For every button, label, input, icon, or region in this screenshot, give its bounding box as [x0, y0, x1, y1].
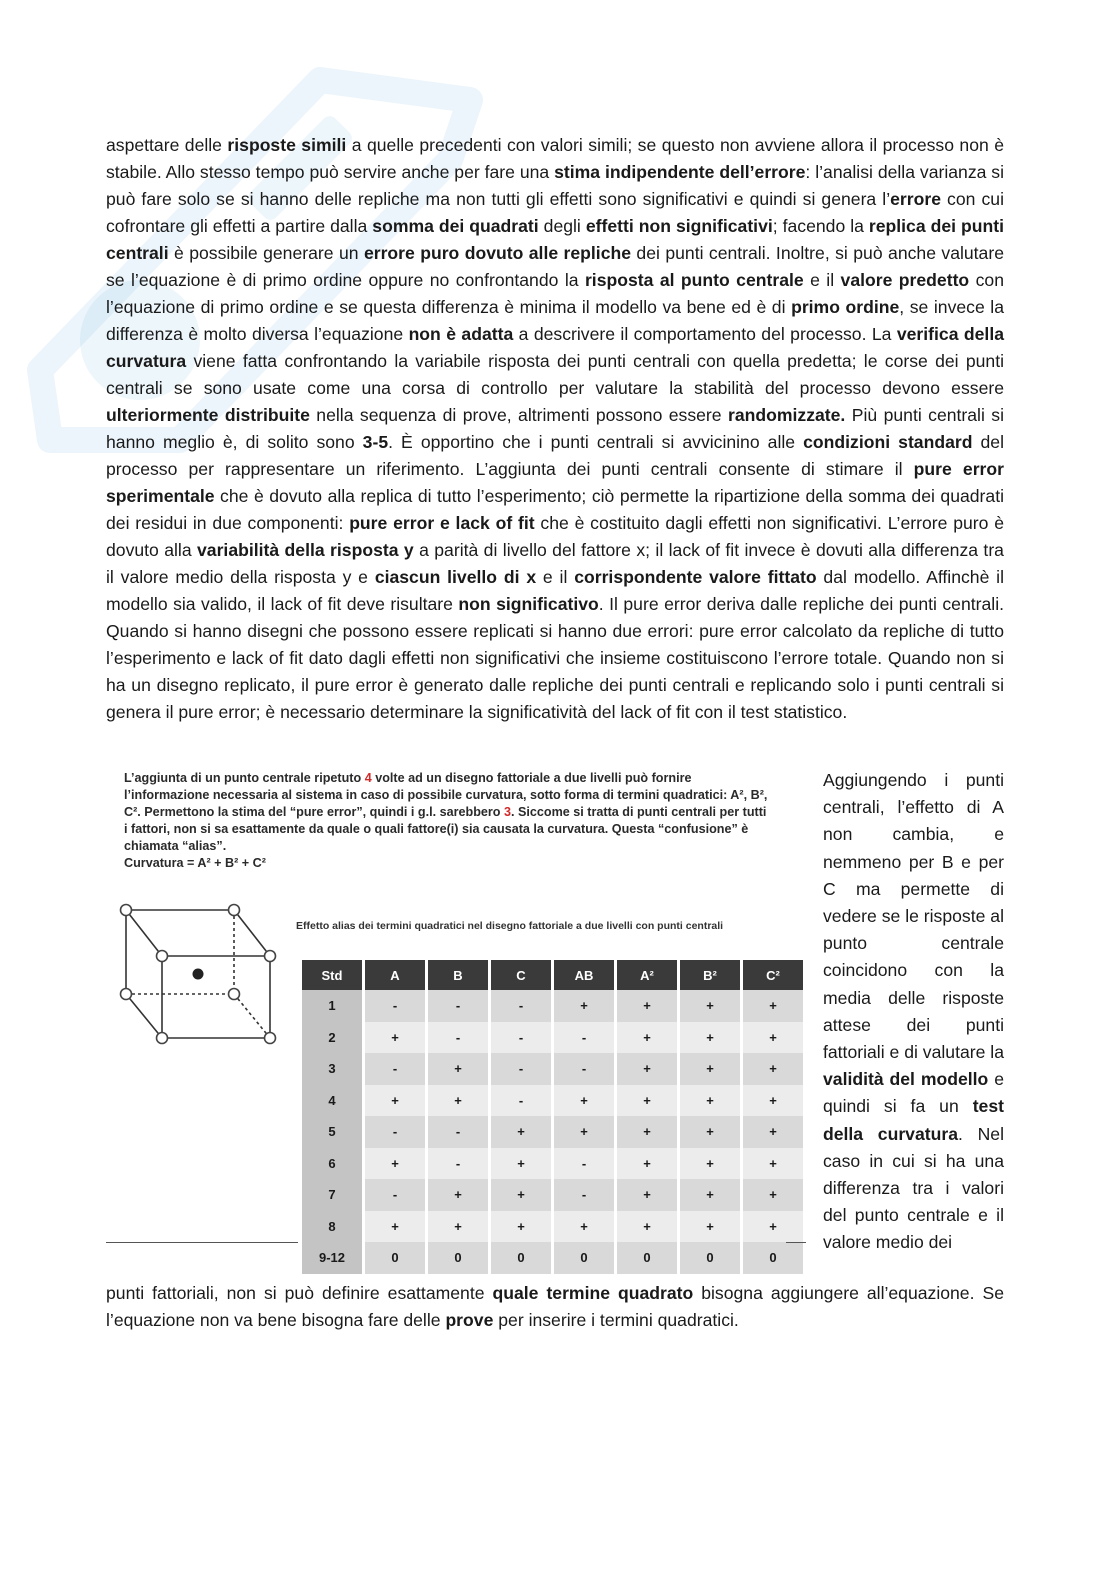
table-cell: 0 [743, 1242, 803, 1274]
table-cell: + [491, 1148, 551, 1180]
table-header-cell: B [428, 960, 488, 990]
table-cell: + [428, 1085, 488, 1117]
bold-term: ciascun livello di x [374, 567, 537, 587]
text-run: per inserire i termini quadratici. [493, 1310, 739, 1330]
cube-vertex [157, 1033, 168, 1044]
text-run: con cui cofrontare gli effetti a partire dalla [106, 189, 1004, 236]
table-cell: + [554, 990, 614, 1022]
table-cell: + [554, 1085, 614, 1117]
table-row [302, 1211, 803, 1243]
std-cell: 6 [302, 1148, 362, 1180]
table-row [302, 1053, 803, 1085]
factorial-cube-diagram [114, 898, 294, 1048]
table-title: Effetto alias dei termini quadratici nel disegno fattoriale a due livelli con punti centrali [296, 920, 724, 932]
table-header-cell: C [491, 960, 551, 990]
center-point [193, 969, 204, 980]
table-cell: + [680, 1022, 740, 1054]
table-cell: 0 [491, 1242, 551, 1274]
cube-vertex [265, 951, 276, 962]
paragraph-3 [106, 1280, 1004, 1334]
table-row [302, 1085, 803, 1117]
table-cell: - [428, 1022, 488, 1054]
bold-term: primo ordine [791, 297, 900, 317]
table-cell: + [365, 1148, 425, 1180]
text-run: Più punti centrali si hanno meglio è, di solito sono [106, 405, 1004, 452]
table-header-cell: AB [554, 960, 614, 990]
table-cell: 0 [428, 1242, 488, 1274]
bold-term: risposte simili [227, 135, 347, 155]
table-header-cell: A² [617, 960, 677, 990]
text-run: a descrivere il comportamento del processo. La [513, 324, 897, 344]
text-run: dal modello. Affinchè il modello sia valido, il lack of fit deve risultare [106, 567, 1004, 614]
table-header-cell: B² [680, 960, 740, 990]
table-cell: + [617, 1211, 677, 1243]
table-cell: 0 [365, 1242, 425, 1274]
highlight-number: 4 [364, 771, 372, 785]
table-cell: 0 [554, 1242, 614, 1274]
table-cell: + [743, 1053, 803, 1085]
table-row [302, 1116, 803, 1148]
table-cell: - [554, 1179, 614, 1211]
table-cell: + [554, 1116, 614, 1148]
text-run: punti fattoriali, non si può definire esattamente [106, 1283, 493, 1303]
table-cell: - [365, 1179, 425, 1211]
text-run: e il [803, 270, 841, 290]
table-cell: + [617, 1022, 677, 1054]
table-cell: + [680, 1053, 740, 1085]
text-run: aspettare delle [106, 135, 228, 155]
table-cell: - [554, 1053, 614, 1085]
alias-table [299, 960, 806, 1274]
table-cell: + [554, 1211, 614, 1243]
table-header-cell: Std [302, 960, 362, 990]
table-row [302, 990, 803, 1022]
table-cell: + [743, 1179, 803, 1211]
bold-term: test della curvatura [823, 1096, 1004, 1144]
text-run: a quelle precedenti con valori simili; se questo non avviene allora il processo non è stabile. Allo stesso tempo può servire anche per fare una [106, 135, 1005, 182]
alias-figure [106, 770, 810, 1270]
text-run: e quindi si fa un [823, 1069, 1004, 1117]
table-cell: + [617, 1053, 677, 1085]
bold-term: pure error e lack of fit [349, 513, 535, 533]
text-run: nella sequenza di prove, altrimenti possono essere [309, 405, 728, 425]
divider-line [106, 1242, 298, 1243]
table-cell: + [428, 1053, 488, 1085]
table-cell: + [365, 1211, 425, 1243]
table-cell: + [680, 1211, 740, 1243]
text-run: e il [536, 567, 575, 587]
bold-term: replica dei punti centrali [106, 216, 1005, 263]
bold-term: prove [445, 1310, 494, 1330]
table-row [302, 1242, 803, 1274]
figure-caption [124, 770, 772, 872]
text-run: con l’equazione di primo ordine e se questa differenza è minima il modello va bene ed è di [106, 270, 1004, 317]
cube-vertex [229, 989, 240, 1000]
bold-term: corrispondente valore fittato [574, 567, 817, 587]
table-cell: + [617, 1179, 677, 1211]
table-cell: - [428, 990, 488, 1022]
std-cell: 7 [302, 1179, 362, 1211]
text-run: dei punti centrali. Inoltre, si può anche valutare se l’equazione è di primo ordine oppure no confrontando la [106, 243, 1004, 290]
text-run: Aggiungendo i punti centrali, l’effetto di A non cambia, e nemmeno per B e per C ma permette di vedere se le risposte al punto centrale coincidono con la media delle risposte attese dei punti fattoriali e di valutare la [823, 770, 1004, 1063]
bold-term: non significativo [458, 594, 599, 614]
table-cell: + [743, 1085, 803, 1117]
table-cell: + [617, 1085, 677, 1117]
std-cell: 9-12 [302, 1242, 362, 1274]
highlight-number: 3 [503, 805, 511, 819]
table-cell: + [365, 1022, 425, 1054]
table-header-cell: A [365, 960, 425, 990]
text-run: che è dovuto alla replica di tutto l’esperimento; ciò permette la ripartizione della somma dei quadrati dei residui in due componenti: [106, 486, 1004, 533]
bold-term: pure error sperimentale [106, 459, 1004, 506]
text-run: volte ad un disegno fattoriale a due livelli può fornire l’informazione necessaria al sistema in caso di possibile curvatura, sotto forma di termini quadratici: A², B², C². Permettono la stima del “pure error”, quindi i g.l. sarebbero [124, 771, 768, 819]
std-cell: 8 [302, 1211, 362, 1243]
table-cell: + [680, 1085, 740, 1117]
std-cell: 3 [302, 1053, 362, 1085]
table-cell: - [365, 1053, 425, 1085]
table-cell: + [743, 1116, 803, 1148]
cube-vertex [229, 905, 240, 916]
text-run: . Il pure error deriva dalle repliche dei punti centrali. Quando si hanno disegni che possono essere replicati si hanno due errori: pure error calcolato da repliche di tutto l’esperimento e lack of fit dato dagli effetti non significativi che insieme costituiscono l’errore totale. Quando non si ha un disegno replicato, il pure error è generato dalle repliche dei punti centrali e replicando solo i punti centrali si genera il pure error; è necessario determinare la significatività del lack of fit con il test statistico. [106, 594, 1004, 722]
table-cell: + [428, 1179, 488, 1211]
table-cell: - [365, 1116, 425, 1148]
table-cell: - [554, 1148, 614, 1180]
table-cell: 0 [617, 1242, 677, 1274]
text-run: , se invece la differenza è molto diversa l’equazione [106, 297, 1005, 344]
table-row [302, 1148, 803, 1180]
std-cell: 4 [302, 1085, 362, 1117]
text-run: . Siccome si tratta di punti centrali per tutti i fattori, non si sa esattamente da quale o quali fattore(i) sia causata la curvatura. Questa “confusione” è chiamata “alias”. [124, 805, 767, 853]
table-cell: + [617, 1116, 677, 1148]
table-cell: + [428, 1211, 488, 1243]
table-header-cell: C² [743, 960, 803, 990]
caption-text [124, 771, 767, 853]
table-header-row [302, 960, 803, 990]
cube-vertex [157, 951, 168, 962]
bold-term: 3-5 [362, 432, 389, 452]
std-cell: 1 [302, 990, 362, 1022]
side-paragraph [823, 767, 1004, 1257]
table-cell: + [680, 1148, 740, 1180]
divider-line [786, 1242, 806, 1243]
curvature-formula: Curvatura = A² + B² + C² [124, 856, 266, 870]
table-cell: + [491, 1179, 551, 1211]
bold-term: effetti non significativi [585, 216, 773, 236]
std-cell: 5 [302, 1116, 362, 1148]
bold-term: validità del modello [823, 1069, 989, 1090]
table-cell: + [680, 990, 740, 1022]
text-run: degli [538, 216, 586, 236]
bold-term: stima indipendente dell’errore [554, 162, 806, 182]
bold-term: errore puro dovuto alle repliche [363, 243, 632, 263]
bold-term: valore predetto [840, 270, 970, 290]
table-cell: + [617, 990, 677, 1022]
table-cell: + [617, 1148, 677, 1180]
bold-term: errore [890, 189, 941, 209]
table-cell: + [680, 1116, 740, 1148]
std-cell: 2 [302, 1022, 362, 1054]
table-row [302, 1179, 803, 1211]
bold-term: condizioni standard [803, 432, 973, 452]
text-run: a parità di livello del fattore x; il lack of fit invece è dovuti alla differenza tra il valore medio della risposta y e [106, 540, 1004, 587]
text-run: del processo per rappresentare un riferimento. L’aggiunta dei punti centrali consente di stimare il [106, 432, 1005, 479]
table-cell: + [680, 1179, 740, 1211]
bold-term: ulteriormente distribuite [106, 405, 310, 425]
table-cell: - [428, 1148, 488, 1180]
text-run: . Nel caso in cui si ha una differenza tra i valori del punto centrale e il valore medio dei [823, 1123, 1004, 1253]
bold-term: risposta al punto centrale [584, 270, 804, 290]
bold-term: variabilità della risposta y [197, 540, 414, 560]
table-cell: - [491, 990, 551, 1022]
text-run: . È opportino che i punti centrali si avvicinino alle [388, 432, 804, 452]
bold-term: verifica della curvatura [106, 324, 1004, 371]
text-run: viene fatta confrontando la variabile risposta dei punti centrali con quella predetta; le corse dei punti centrali se sono usate come una corsa di controllo per valutare la stabilità del processo devono essere [106, 351, 1004, 398]
bold-term: somma dei quadrati [372, 216, 539, 236]
table-cell: - [428, 1116, 488, 1148]
text-run: : l’analisi della varianza si può fare solo se si hanno delle repliche ma non tutti gli effetti sono significativi e quindi si genera l’ [106, 162, 1005, 209]
table-cell: - [554, 1022, 614, 1054]
table-cell: - [491, 1053, 551, 1085]
text-run: che è costituito dagli effetti non significativi. L’errore puro è dovuto alla [106, 513, 1004, 560]
text-run: è possibile generare un [168, 243, 364, 263]
table-cell: + [743, 990, 803, 1022]
table-row [302, 1022, 803, 1054]
cube-vertex [121, 905, 132, 916]
bold-term: non è adatta [408, 324, 514, 344]
cube-vertex [265, 1033, 276, 1044]
table-cell: 0 [680, 1242, 740, 1274]
text-run: bisogna aggiungere all’equazione. Se l’equazione non va bene bisogna fare delle [106, 1283, 1004, 1330]
text-run: ; facendo la [772, 216, 869, 236]
bold-term: randomizzate. [728, 405, 846, 425]
table-cell: + [491, 1211, 551, 1243]
table-cell: - [365, 990, 425, 1022]
table-cell: - [491, 1022, 551, 1054]
table-cell: - [491, 1085, 551, 1117]
text-run: L’aggiunta di un punto centrale ripetuto [124, 771, 365, 785]
table-cell: + [743, 1022, 803, 1054]
table-cell: + [743, 1148, 803, 1180]
bold-term: quale termine quadrato [492, 1283, 694, 1303]
paragraph-1 [106, 132, 1004, 726]
table-cell: + [491, 1116, 551, 1148]
table-cell: + [743, 1211, 803, 1243]
table-cell: + [365, 1085, 425, 1117]
cube-vertex [121, 989, 132, 1000]
